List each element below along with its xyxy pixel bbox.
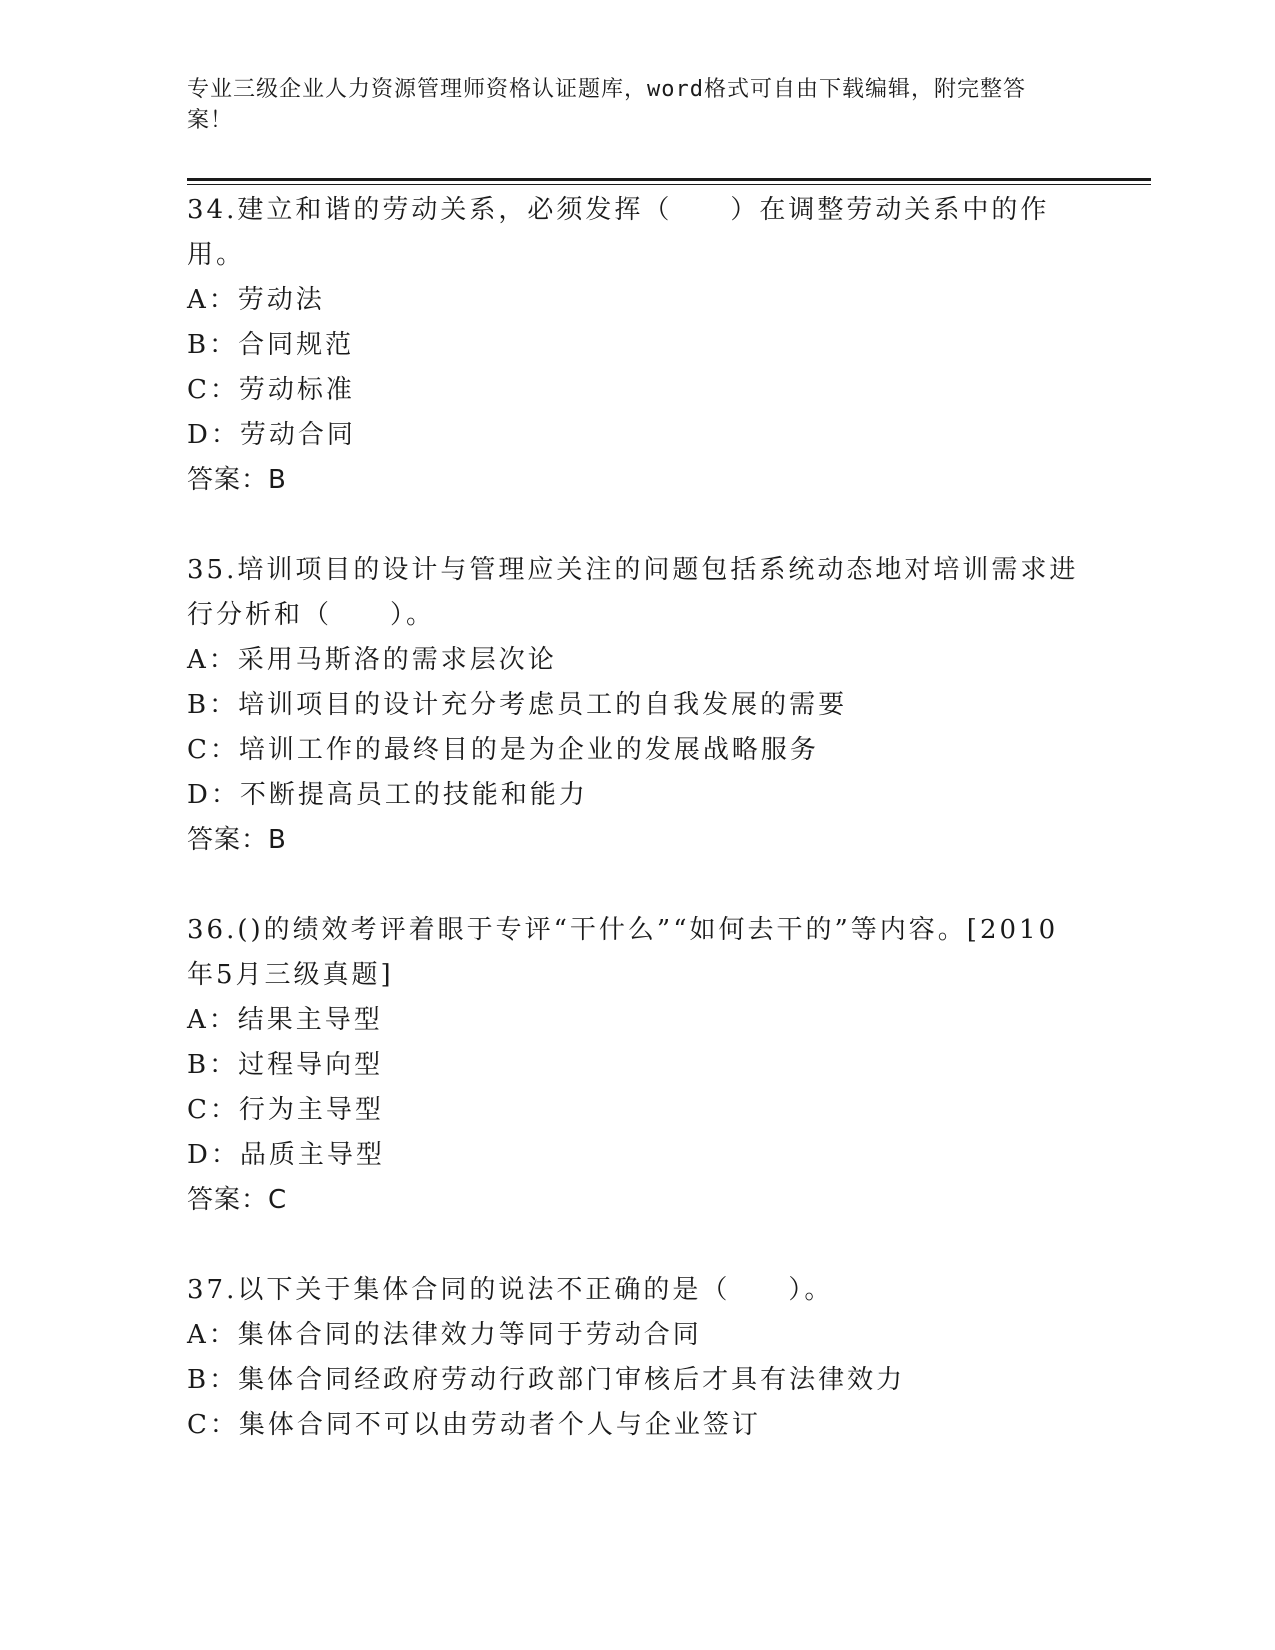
option-b: B：过程导向型: [187, 1050, 384, 1080]
option-d: D：劳动合同: [187, 420, 356, 450]
question-37: [187, 1268, 1087, 1448]
option-b: B：集体合同经政府劳动行政部门审核后才具有法律效力: [187, 1365, 906, 1395]
option-c: C：培训工作的最终目的是为企业的发展战略服务: [187, 735, 819, 765]
header-divider-thick: [187, 178, 1151, 181]
question-35: [187, 548, 1087, 863]
option-a: A：采用马斯洛的需求层次论: [187, 645, 557, 675]
question-36: [187, 908, 1087, 1223]
question-stem: 36.()的绩效考评着眼于专评“干什么”“如何去干的”等内容。[2010年5月三级真题]: [187, 915, 1059, 990]
question-stem: 37.以下关于集体合同的说法不正确的是（ ）。: [187, 1275, 834, 1305]
header-divider-thin: [187, 184, 1151, 185]
option-a: A：结果主导型: [187, 1005, 383, 1035]
option-c: C：行为主导型: [187, 1095, 384, 1125]
option-c: C：集体合同不可以由劳动者个人与企业签订: [187, 1410, 761, 1440]
option-a: A：集体合同的法律效力等同于劳动合同: [187, 1320, 702, 1350]
option-d: D：不断提高员工的技能和能力: [187, 780, 588, 810]
option-d: D：品质主导型: [187, 1140, 385, 1170]
question-stem: 34.建立和谐的劳动关系，必须发挥（ ）在调整劳动关系中的作用。: [187, 195, 1050, 270]
option-a: A：劳动法: [187, 285, 325, 315]
option-b: B：培训项目的设计充分考虑员工的自我发展的需要: [187, 690, 848, 720]
document-header: 专业三级企业人力资源管理师资格认证题库，word格式可自由下载编辑，附完整答案！: [187, 77, 1026, 133]
question-34: [187, 188, 1087, 503]
answer: 答案：B: [187, 825, 287, 855]
question-list: [187, 188, 1087, 1493]
option-b: B：合同规范: [187, 330, 355, 360]
question-stem: 35.培训项目的设计与管理应关注的问题包括系统动态地对培训需求进行分析和（ ）。: [187, 555, 1079, 630]
answer: 答案：C: [187, 1185, 288, 1215]
option-c: C：劳动标准: [187, 375, 355, 405]
answer: 答案：B: [187, 465, 287, 495]
